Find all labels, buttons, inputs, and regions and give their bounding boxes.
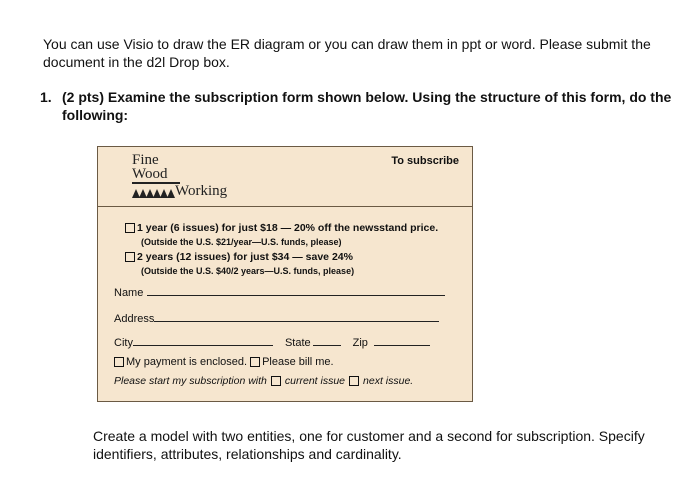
name-field [114, 287, 445, 299]
state-line[interactable] [313, 344, 341, 346]
zip-line[interactable] [374, 344, 430, 346]
next-issue-label: next issue. [363, 375, 414, 387]
checkbox-next-issue[interactable] [349, 376, 359, 386]
payment-row [114, 356, 334, 368]
state-label: State [284, 337, 311, 349]
question-text: (2 pts) Examine the subscription form shown below. Using the structure of this form, do the following: [62, 89, 672, 123]
task-paragraph: Create a model with two entities, one for customer and a second for subscription. Specify identifiers, attributes, relationships and cardinality. [93, 428, 645, 462]
start-subscription-label: Please start my subscription with [114, 375, 267, 387]
city-line[interactable] [133, 344, 273, 346]
intro-paragraph: You can use Visio to draw the ER diagram or you can draw them in ppt or word. Please submit the document in the d2l Drop box. [43, 36, 651, 70]
option-1-year [125, 222, 438, 234]
logo-line-working: Working [175, 182, 228, 199]
to-subscribe-heading: To subscribe [391, 155, 459, 167]
option-2-years [125, 251, 353, 263]
zip-label: Zip [352, 337, 368, 349]
city-state-zip-row [114, 337, 430, 349]
logo-line-fine: Fine [132, 152, 159, 168]
checkbox-current-issue[interactable] [271, 376, 281, 386]
address-line[interactable] [154, 320, 439, 322]
option-1-year-note: (Outside the U.S. $21/year—U.S. funds, please) [141, 237, 342, 247]
name-label: Name [114, 287, 144, 299]
bill-me-label: Please bill me. [262, 356, 334, 368]
subscription-form [97, 146, 473, 402]
option-1-year-label: 1 year (6 issues) for just $18 — 20% off the newsstand price. [137, 222, 439, 234]
checkbox-2-years[interactable] [125, 252, 135, 262]
checkbox-bill-me[interactable] [250, 357, 260, 367]
logo-triangles-icon [132, 189, 174, 198]
fine-woodworking-logo [132, 153, 227, 198]
logo-line-wood: Wood [132, 166, 168, 182]
option-2-years-label: 2 years (12 issues) for just $34 — save 24% [137, 251, 353, 263]
current-issue-label: current issue [284, 375, 346, 387]
start-subscription-row [114, 375, 413, 387]
checkbox-payment-enclosed[interactable] [114, 357, 124, 367]
city-label: City [114, 337, 133, 349]
checkbox-1-year[interactable] [125, 223, 135, 233]
question-number: 1. [40, 89, 52, 105]
form-divider [98, 206, 472, 207]
address-label: Address [114, 313, 155, 325]
question-1 [40, 88, 680, 124]
name-line[interactable] [147, 294, 445, 296]
address-field [114, 313, 439, 325]
option-2-years-note: (Outside the U.S. $40/2 years—U.S. funds, please) [141, 266, 355, 276]
payment-enclosed-label: My payment is enclosed. [126, 356, 248, 368]
